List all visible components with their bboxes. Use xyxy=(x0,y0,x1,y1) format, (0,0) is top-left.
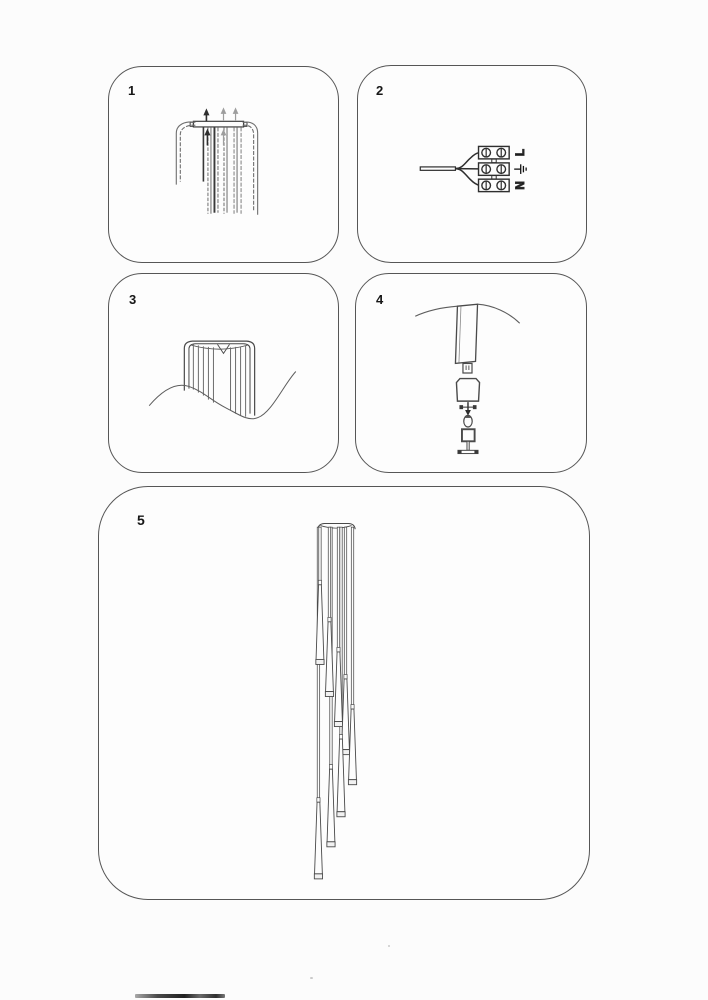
split-wires xyxy=(455,153,479,185)
scan-noise-speck xyxy=(388,945,390,947)
step-number-2: 2 xyxy=(376,83,384,98)
connector-box xyxy=(462,429,475,441)
socket-body xyxy=(456,379,479,402)
earth-symbol-icon xyxy=(514,164,526,174)
instruction-step-panel-4 xyxy=(355,273,587,473)
canopy-cable-insertion-drawing xyxy=(109,67,338,262)
cable-right-curves xyxy=(243,122,258,215)
canopy-cap xyxy=(318,524,355,530)
step-number-5: 5 xyxy=(137,512,145,528)
scan-artifact-bar xyxy=(135,994,225,998)
instruction-step-panel-5 xyxy=(98,486,590,900)
up-arrow-icons-above xyxy=(204,109,237,122)
step-number-1: 1 xyxy=(128,83,136,98)
neutral-label: N xyxy=(514,181,527,190)
step-number-3: 3 xyxy=(129,292,137,307)
assembled-pendant-light-drawing xyxy=(99,487,589,899)
t-end-piece xyxy=(458,441,478,453)
terminal-block-wiring-drawing xyxy=(358,66,586,262)
live-label: L xyxy=(514,149,527,157)
instruction-step-panel-2 xyxy=(357,65,587,263)
plug-tab xyxy=(463,363,472,373)
canopy-cover-over-cables-drawing xyxy=(109,274,338,472)
instruction-step-panel-1 xyxy=(108,66,339,263)
down-arrow-icon xyxy=(466,402,470,415)
cable-left-curves xyxy=(176,122,195,185)
terminal-block xyxy=(479,146,510,191)
ceiling-plate xyxy=(190,121,247,127)
hanging-cables xyxy=(203,127,241,213)
strain-relief-bulb xyxy=(464,415,472,427)
scan-noise-speck xyxy=(310,977,313,979)
cord-sleeve xyxy=(455,304,477,363)
mains-cable xyxy=(420,167,455,170)
connector-exploded-view-drawing xyxy=(356,274,586,472)
pendant-tubes xyxy=(314,580,356,879)
wavy-surface-line xyxy=(149,371,296,418)
washer-and-arrow xyxy=(459,402,476,415)
step-number-4: 4 xyxy=(376,292,384,307)
cables-inside-cover xyxy=(193,344,245,416)
instruction-step-panel-3 xyxy=(108,273,339,473)
